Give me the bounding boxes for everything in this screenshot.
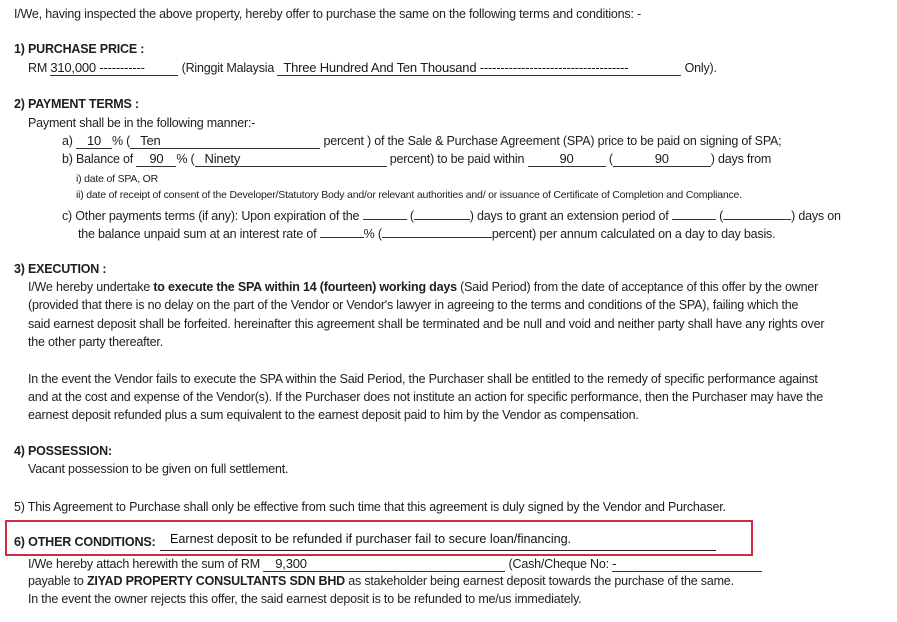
payment-b-days[interactable]: 90: [528, 152, 606, 167]
cheque-label: (Cash/Cheque No:: [508, 557, 609, 571]
payment-a-words[interactable]: Ten: [130, 134, 320, 149]
payment-a-line: [62, 134, 781, 149]
payment-c-days-words-field[interactable]: [414, 207, 470, 220]
payment-a-label: a): [62, 134, 73, 148]
execution-p1-line-1: [28, 280, 818, 294]
effective-clause: 5) This Agreement to Purchase shall only be effective from such time that this agreement is duly signed by the Vendor and Purchaser.: [14, 500, 726, 514]
payment-intro: Payment shall be in the following manner:-: [28, 116, 256, 130]
payment-c-extension-words-field[interactable]: [723, 207, 791, 220]
payment-b-paren: (: [608, 152, 613, 166]
execution-p1-line-4: the other party thereafter.: [28, 335, 163, 349]
interest-rate-field[interactable]: [320, 225, 364, 238]
payable-text-2: as stakeholder being earnest deposit towards the purchase of the same.: [345, 574, 734, 588]
payment-c-line-2: [78, 225, 775, 241]
execution-p1-bold: to execute the SPA within 14 (fourteen) working days: [153, 280, 457, 294]
price-words-dashes: ------------------------------------: [479, 60, 629, 75]
price-amount-field[interactable]: [50, 61, 178, 76]
execution-p1-c: (Said Period) from the date of acceptance of this offer by the owner: [456, 280, 819, 294]
other-conditions-heading: 6) OTHER CONDITIONS:: [14, 535, 156, 549]
payment-b-pct: % (: [176, 152, 195, 166]
payment-b-label: b) Balance of: [62, 152, 134, 166]
ringgit-label: (Ringgit Malaysia: [181, 61, 275, 75]
payment-b-words[interactable]: Ninety: [195, 152, 387, 167]
price-amount: 310,000: [50, 60, 96, 75]
payment-c-text-4: (: [719, 209, 724, 223]
purchase-price-heading: 1) PURCHASE PRICE :: [14, 42, 145, 56]
payment-c-text-6: the balance unpaid sum at an interest rate of: [78, 227, 317, 241]
payment-terms-heading: 2) PAYMENT TERMS :: [14, 97, 139, 111]
payment-c-text-3: ) days to grant an extension period of: [469, 209, 669, 223]
possession-heading: 4) POSSESSION:: [14, 444, 112, 458]
payment-b-end: ) days from: [710, 152, 772, 166]
other-conditions-value: Earnest deposit to be refunded if purchaser fail to secure loan/financing.: [170, 532, 572, 546]
possession-text: Vacant possession to be given on full settlement.: [28, 462, 289, 476]
payment-c-text-1: c) Other payments terms (if any): Upon expiration of the: [62, 209, 360, 223]
payment-b-line: [62, 152, 771, 167]
payment-b-option-ii: ii) date of receipt of consent of the Developer/Statutory Body and/or relevant authorities and/ or issuance of Certificate of Completion and Compliance.: [76, 189, 742, 201]
interest-rate-words-field[interactable]: [382, 225, 492, 238]
execution-p2-line-3: earnest deposit refunded plus a sum equivalent to the earnest deposit paid to him by the Vendor as compensation.: [28, 408, 639, 422]
stakeholder-name: ZIYAD PROPERTY CONSULTANTS SDN BHD: [86, 574, 346, 588]
payable-line: [28, 574, 734, 588]
price-amount-dashes: -----------: [99, 60, 145, 75]
refund-line: In the event the owner rejects this offer, the said earnest deposit is to be refunded to me/us immediately.: [28, 592, 582, 606]
rm-label: RM: [28, 61, 48, 75]
payment-c-text-2: (: [409, 209, 414, 223]
payment-b-text: percent) to be paid within: [389, 152, 525, 166]
execution-p1-line-3: said earnest deposit shall be forfeited. hereinafter this agreement shall be terminated and be null and void and neither party shall have any rights over: [28, 317, 825, 331]
deposit-line: [28, 557, 762, 572]
deposit-amount-field[interactable]: 9,300: [263, 557, 505, 572]
intro-text: I/We, having inspected the above property, hereby offer to purchase the same on the following terms and conditions: -: [14, 7, 641, 21]
payable-text: payable to: [28, 574, 87, 588]
payment-a-text: percent ) of the Sale & Purchase Agreement (SPA) price to be paid on signing of SPA;: [323, 134, 782, 148]
payment-c-line: [62, 207, 841, 223]
execution-p1-a: I/We hereby undertake: [28, 280, 154, 294]
execution-p2-line-1: In the event the Vendor fails to execute the SPA within the Said Period, the Purchaser shall be entitled to the remedy of specific performance against: [28, 372, 818, 386]
deposit-text: I/We hereby attach herewith the sum of RM: [28, 557, 260, 571]
payment-a-pct: % (: [112, 134, 131, 148]
cheque-number-field[interactable]: -: [612, 557, 762, 572]
payment-b-option-i: i) date of SPA, OR: [76, 173, 158, 185]
payment-c-text-7: % (: [363, 227, 382, 241]
payment-c-days-field[interactable]: [363, 207, 407, 220]
purchase-price-line: [28, 61, 717, 76]
payment-c-text-8: percent) per annum calculated on a day to day basis.: [491, 227, 776, 241]
execution-p2-line-2: and at the cost and expense of the Vendor(s). If the Purchaser does not institute an action for specific performance, then the Purchaser may have the: [28, 390, 823, 404]
payment-b-percent[interactable]: 90: [136, 152, 176, 167]
payment-b-days-words[interactable]: 90: [613, 152, 711, 167]
price-words-field[interactable]: [277, 61, 681, 76]
payment-c-extension-field[interactable]: [672, 207, 716, 220]
only-label: Only).: [684, 61, 717, 75]
execution-p1-line-2: (provided that there is no delay on the part of the Vendor or Vendor's lawyer in agreeing to the terms and conditions of the SPA), failing which the: [28, 298, 799, 312]
other-conditions-field[interactable]: [160, 532, 716, 551]
execution-heading: 3) EXECUTION :: [14, 262, 107, 276]
payment-c-text-5: ) days on: [791, 209, 841, 223]
payment-a-percent[interactable]: 10: [76, 134, 112, 149]
price-words: Three Hundred And Ten Thousand: [283, 60, 477, 75]
